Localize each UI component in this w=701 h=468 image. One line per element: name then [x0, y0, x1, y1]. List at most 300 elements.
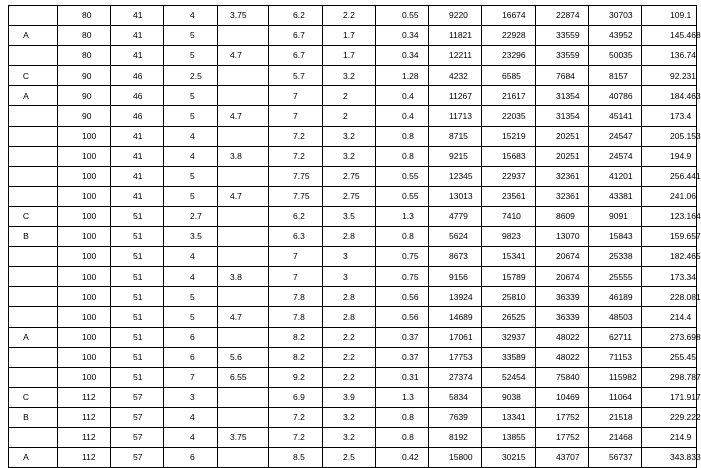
table-cell: 0.4: [376, 106, 429, 126]
table-cell: 6.2: [269, 206, 323, 226]
table-cell: 241.06: [642, 186, 697, 206]
table-cell: 41: [111, 166, 164, 186]
table-cell: 23561: [482, 186, 536, 206]
table-cell: [218, 407, 269, 427]
table-cell: 0.8: [376, 427, 429, 447]
table-cell: 7410: [482, 206, 536, 226]
table-cell: 7.2: [269, 126, 323, 146]
table-cell: 100: [58, 146, 111, 166]
table-cell: 22937: [482, 166, 536, 186]
table-cell: [9, 367, 58, 387]
table-cell: 15843: [589, 227, 642, 247]
table-cell: 3.75: [218, 427, 269, 447]
table-cell: 100: [58, 227, 111, 247]
table-cell: 4232: [429, 66, 482, 86]
table-cell: 2.2: [323, 327, 376, 347]
table-cell: 0.8: [376, 227, 429, 247]
table-cell: 5: [164, 106, 218, 126]
table-cell: [9, 6, 58, 26]
table-row: [9, 287, 697, 307]
table-cell: C: [9, 66, 58, 86]
table-cell: 92.231: [642, 66, 697, 86]
table-row: [9, 206, 697, 226]
table-cell: 21518: [589, 407, 642, 427]
table-cell: 5.6: [218, 347, 269, 367]
table-cell: 123.164: [642, 206, 697, 226]
table-cell: 15341: [482, 247, 536, 267]
table-cell: 25810: [482, 287, 536, 307]
table-cell: 136.74: [642, 46, 697, 66]
table-cell: 3.2: [323, 66, 376, 86]
table-cell: 7: [269, 106, 323, 126]
table-row: [9, 66, 697, 86]
table-cell: 4: [164, 427, 218, 447]
table-cell: 2.75: [323, 186, 376, 206]
table-cell: 100: [58, 367, 111, 387]
table-cell: 46: [111, 106, 164, 126]
table-cell: 51: [111, 267, 164, 287]
table-row: [9, 367, 697, 387]
table-cell: 3.5: [164, 227, 218, 247]
table-cell: A: [9, 26, 58, 46]
table-cell: 4: [164, 146, 218, 166]
table-cell: 2.2: [323, 367, 376, 387]
table-cell: [218, 227, 269, 247]
table-cell: 1.28: [376, 66, 429, 86]
table-cell: 3.2: [323, 407, 376, 427]
table-cell: 90: [58, 86, 111, 106]
table-cell: 41201: [589, 166, 642, 186]
table-cell: 40786: [589, 86, 642, 106]
table-cell: 90: [58, 66, 111, 86]
table-cell: 4: [164, 126, 218, 146]
table-cell: 51: [111, 206, 164, 226]
table-cell: 5: [164, 86, 218, 106]
table-cell: 5834: [429, 387, 482, 407]
table-cell: 20674: [536, 267, 589, 287]
table-cell: 115982: [589, 367, 642, 387]
table-cell: 4: [164, 247, 218, 267]
table-cell: B: [9, 227, 58, 247]
table-cell: 2.5: [164, 66, 218, 86]
table-cell: 2: [323, 106, 376, 126]
table-cell: 13924: [429, 287, 482, 307]
table-cell: 5: [164, 46, 218, 66]
table-row: [9, 146, 697, 166]
table-cell: 8.5: [269, 448, 323, 468]
table-cell: 112: [58, 387, 111, 407]
table-cell: 3.2: [323, 427, 376, 447]
table-cell: 2.8: [323, 227, 376, 247]
table-cell: 5624: [429, 227, 482, 247]
table-cell: [9, 126, 58, 146]
table-cell: 51: [111, 287, 164, 307]
table-cell: 0.75: [376, 247, 429, 267]
table-cell: 184.463: [642, 86, 697, 106]
table-cell: 3: [164, 387, 218, 407]
table-cell: [9, 307, 58, 327]
table-cell: 100: [58, 206, 111, 226]
table-cell: 15683: [482, 146, 536, 166]
table-cell: 22928: [482, 26, 536, 46]
table-cell: 0.42: [376, 448, 429, 468]
table-cell: 5.7: [269, 66, 323, 86]
table-cell: 8157: [589, 66, 642, 86]
table-cell: 6585: [482, 66, 536, 86]
table-cell: 41: [111, 26, 164, 46]
table-row: [9, 186, 697, 206]
table-cell: 23296: [482, 46, 536, 66]
table-cell: 7.8: [269, 287, 323, 307]
table-cell: 5: [164, 307, 218, 327]
table-cell: 298.787: [642, 367, 697, 387]
table-row: [9, 6, 697, 26]
table-cell: 343.833: [642, 448, 697, 468]
table-cell: 13070: [536, 227, 589, 247]
table-cell: [9, 247, 58, 267]
table-cell: 2.8: [323, 307, 376, 327]
table-cell: 0.55: [376, 166, 429, 186]
table-cell: 27374: [429, 367, 482, 387]
table-cell: [218, 66, 269, 86]
table-cell: 4.7: [218, 307, 269, 327]
table-cell: [218, 126, 269, 146]
table-cell: 7684: [536, 66, 589, 86]
table-cell: 80: [58, 26, 111, 46]
table-cell: 6: [164, 448, 218, 468]
table-cell: 100: [58, 287, 111, 307]
table-row: [9, 106, 697, 126]
table-cell: [218, 327, 269, 347]
table-cell: 41: [111, 6, 164, 26]
table-cell: 5: [164, 186, 218, 206]
table-cell: 182.465: [642, 247, 697, 267]
table-cell: 9823: [482, 227, 536, 247]
table-cell: 57: [111, 427, 164, 447]
table-cell: 57: [111, 387, 164, 407]
table-cell: 0.8: [376, 126, 429, 146]
table-cell: 9091: [589, 206, 642, 226]
table-cell: 41: [111, 126, 164, 146]
table-cell: 8715: [429, 126, 482, 146]
table-cell: 57: [111, 407, 164, 427]
table-cell: 159.657: [642, 227, 697, 247]
table-cell: 46: [111, 66, 164, 86]
table-cell: 3.2: [323, 126, 376, 146]
table-row: [9, 126, 697, 146]
table-cell: A: [9, 86, 58, 106]
table-cell: 1.3: [376, 387, 429, 407]
table-cell: 6.55: [218, 367, 269, 387]
table-cell: 4: [164, 407, 218, 427]
table-cell: 3.75: [218, 6, 269, 26]
table-cell: 214.4: [642, 307, 697, 327]
table-cell: 100: [58, 307, 111, 327]
table-cell: 205.153: [642, 126, 697, 146]
table-cell: 194.9: [642, 146, 697, 166]
table-cell: [218, 287, 269, 307]
table-cell: 7.75: [269, 166, 323, 186]
table-row: [9, 427, 697, 447]
table-cell: 36339: [536, 287, 589, 307]
table-cell: 0.75: [376, 267, 429, 287]
table-cell: 12211: [429, 46, 482, 66]
table-cell: 32937: [482, 327, 536, 347]
table-cell: [9, 186, 58, 206]
table-cell: 3: [323, 247, 376, 267]
table-cell: 33589: [482, 347, 536, 367]
table-cell: 46189: [589, 287, 642, 307]
table-cell: 11713: [429, 106, 482, 126]
table-cell: 229.222: [642, 407, 697, 427]
table-cell: [218, 247, 269, 267]
table-cell: 48022: [536, 327, 589, 347]
table-cell: 46: [111, 86, 164, 106]
table-row: [9, 307, 697, 327]
table-cell: 20251: [536, 126, 589, 146]
table-cell: 2.2: [323, 347, 376, 367]
table-cell: 2.8: [323, 287, 376, 307]
table-cell: 45141: [589, 106, 642, 126]
table-cell: 6: [164, 347, 218, 367]
table-cell: 9220: [429, 6, 482, 26]
table-cell: 5: [164, 166, 218, 186]
table-cell: 6.3: [269, 227, 323, 247]
table-cell: 90: [58, 106, 111, 126]
table-cell: 11064: [589, 387, 642, 407]
table-row: [9, 46, 697, 66]
table-cell: 80: [58, 46, 111, 66]
table-cell: [9, 427, 58, 447]
table-cell: 51: [111, 347, 164, 367]
table-cell: 26525: [482, 307, 536, 327]
table-cell: 4: [164, 6, 218, 26]
table-cell: 24574: [589, 146, 642, 166]
table-cell: 16674: [482, 6, 536, 26]
table-cell: 8.2: [269, 347, 323, 367]
table-cell: 100: [58, 166, 111, 186]
table-cell: 112: [58, 448, 111, 468]
table-body: [9, 6, 701, 468]
table-cell: 30703: [589, 6, 642, 26]
table-cell: 7.2: [269, 146, 323, 166]
table-cell: 228.081: [642, 287, 697, 307]
table-cell: 0.4: [376, 86, 429, 106]
table-cell: 9156: [429, 267, 482, 287]
table-cell: 6.9: [269, 387, 323, 407]
table-row: [9, 347, 697, 367]
table-cell: 8673: [429, 247, 482, 267]
table-cell: 48503: [589, 307, 642, 327]
table-row: [9, 327, 697, 347]
table-cell: 51: [111, 227, 164, 247]
table-cell: 48022: [536, 347, 589, 367]
table-cell: 100: [58, 186, 111, 206]
table-cell: 75840: [536, 367, 589, 387]
table-cell: 273.698: [642, 327, 697, 347]
table-cell: 112: [58, 427, 111, 447]
table-cell: 1.7: [323, 26, 376, 46]
table-cell: 15789: [482, 267, 536, 287]
table-cell: 3.8: [218, 146, 269, 166]
table-cell: [218, 448, 269, 468]
table-cell: 14689: [429, 307, 482, 327]
table-cell: 17061: [429, 327, 482, 347]
table-cell: 8192: [429, 427, 482, 447]
table-cell: 255.45: [642, 347, 697, 367]
table-cell: 7.2: [269, 407, 323, 427]
table-cell: 4.7: [218, 186, 269, 206]
table-cell: [218, 166, 269, 186]
table-cell: 21468: [589, 427, 642, 447]
table-cell: 30215: [482, 448, 536, 468]
table-cell: 6: [164, 327, 218, 347]
table-cell: 11821: [429, 26, 482, 46]
table-cell: 62711: [589, 327, 642, 347]
table-cell: 3.9: [323, 387, 376, 407]
table-cell: 24547: [589, 126, 642, 146]
table-row: [9, 387, 697, 407]
table-cell: 57: [111, 448, 164, 468]
table-cell: 256.441: [642, 166, 697, 186]
table-cell: 15800: [429, 448, 482, 468]
table-cell: 31354: [536, 106, 589, 126]
table-cell: 100: [58, 327, 111, 347]
table-cell: 3.8: [218, 267, 269, 287]
table-cell: 41: [111, 186, 164, 206]
table-cell: 51: [111, 307, 164, 327]
table-cell: 2.75: [323, 166, 376, 186]
table-row: [9, 227, 697, 247]
table-cell: C: [9, 206, 58, 226]
table-cell: 9.2: [269, 367, 323, 387]
table-cell: 15219: [482, 126, 536, 146]
table-cell: 0.55: [376, 6, 429, 26]
table-cell: 7: [269, 267, 323, 287]
table-cell: [9, 287, 58, 307]
table-cell: 21617: [482, 86, 536, 106]
table-cell: 7: [269, 86, 323, 106]
table-cell: 0.56: [376, 307, 429, 327]
table-cell: 4: [164, 267, 218, 287]
data-table: [8, 5, 701, 468]
table-cell: 100: [58, 247, 111, 267]
table-cell: 13855: [482, 427, 536, 447]
table-cell: 41: [111, 46, 164, 66]
table-cell: [9, 166, 58, 186]
table-cell: 32361: [536, 166, 589, 186]
table-cell: 4779: [429, 206, 482, 226]
table-cell: 7.75: [269, 186, 323, 206]
table-row: [9, 247, 697, 267]
table-cell: 43952: [589, 26, 642, 46]
table-cell: 10469: [536, 387, 589, 407]
table-cell: A: [9, 327, 58, 347]
table-cell: 33559: [536, 26, 589, 46]
table-cell: 43707: [536, 448, 589, 468]
table-cell: [9, 106, 58, 126]
table-cell: 0.8: [376, 407, 429, 427]
table-cell: 173.34: [642, 267, 697, 287]
table-cell: 6.7: [269, 46, 323, 66]
table-cell: 17752: [536, 427, 589, 447]
table-cell: 8.2: [269, 327, 323, 347]
table-cell: 2.2: [323, 6, 376, 26]
table-cell: 0.8: [376, 146, 429, 166]
table-cell: 13013: [429, 186, 482, 206]
table-cell: 2: [323, 86, 376, 106]
table-cell: [9, 267, 58, 287]
table-cell: 3.2: [323, 146, 376, 166]
table-cell: 36339: [536, 307, 589, 327]
table-cell: 50035: [589, 46, 642, 66]
table-cell: 100: [58, 267, 111, 287]
table-cell: C: [9, 387, 58, 407]
table-cell: 8609: [536, 206, 589, 226]
table-cell: 43381: [589, 186, 642, 206]
table-cell: A: [9, 448, 58, 468]
table-cell: 0.37: [376, 327, 429, 347]
table-cell: 5: [164, 26, 218, 46]
table-cell: 7.2: [269, 427, 323, 447]
table-cell: 0.34: [376, 46, 429, 66]
table-cell: 0.31: [376, 367, 429, 387]
table-cell: 3: [323, 267, 376, 287]
table-cell: 9038: [482, 387, 536, 407]
table-cell: 112: [58, 407, 111, 427]
table-cell: 56737: [589, 448, 642, 468]
table-cell: 1.3: [376, 206, 429, 226]
table-cell: 41: [111, 146, 164, 166]
table-cell: 13341: [482, 407, 536, 427]
table-cell: [218, 206, 269, 226]
table-row: [9, 407, 697, 427]
table-cell: 0.34: [376, 26, 429, 46]
table-cell: 31354: [536, 86, 589, 106]
table-cell: 173.4: [642, 106, 697, 126]
table-cell: [9, 347, 58, 367]
table-cell: 0.37: [376, 347, 429, 367]
table-cell: 214.9: [642, 427, 697, 447]
table-row: [9, 26, 697, 46]
table-cell: 17752: [536, 407, 589, 427]
table-cell: 145.468: [642, 26, 697, 46]
table-cell: 71153: [589, 347, 642, 367]
table-cell: 6.2: [269, 6, 323, 26]
table-cell: 22035: [482, 106, 536, 126]
table-cell: 7.8: [269, 307, 323, 327]
table-cell: 0.56: [376, 287, 429, 307]
table-cell: [218, 26, 269, 46]
table-cell: 32361: [536, 186, 589, 206]
table-cell: 7639: [429, 407, 482, 427]
table-cell: 5: [164, 287, 218, 307]
table-cell: 25555: [589, 267, 642, 287]
table-cell: 17753: [429, 347, 482, 367]
table-cell: 51: [111, 247, 164, 267]
table-cell: 100: [58, 126, 111, 146]
table-cell: [9, 146, 58, 166]
table-cell: 80: [58, 6, 111, 26]
table-cell: 2.7: [164, 206, 218, 226]
table-cell: 171.917: [642, 387, 697, 407]
table-row: [9, 86, 697, 106]
table-cell: 51: [111, 367, 164, 387]
table-cell: 4.7: [218, 106, 269, 126]
table-cell: 100: [58, 347, 111, 367]
table-cell: 0.55: [376, 186, 429, 206]
table-cell: 4.7: [218, 46, 269, 66]
